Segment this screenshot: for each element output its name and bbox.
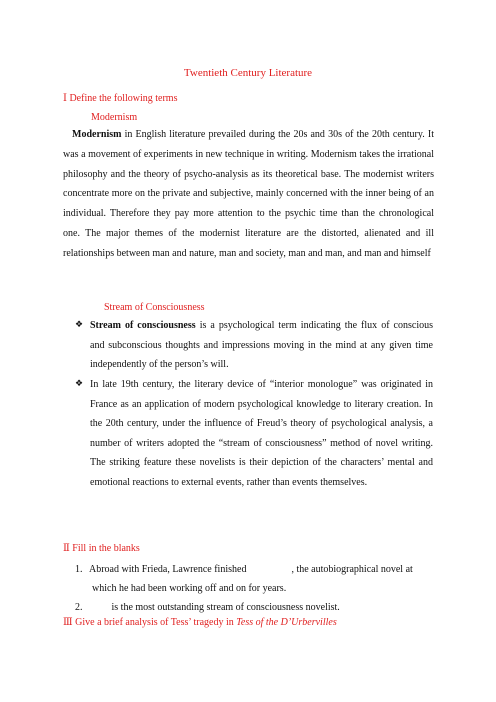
item-2-text: is the most outstanding stream of consciousness novelist. — [111, 602, 340, 613]
term-stream-heading: Stream of Consciousness — [104, 302, 205, 313]
novel-title: Tess of the D’Urbervilles — [236, 617, 337, 628]
diamond-bullet-icon: ❖ — [75, 320, 84, 330]
item-number: 2. — [75, 602, 83, 613]
fill-blank-item-1-cont: which he had been working off and on for years. — [92, 583, 287, 594]
fill-blank-item-2 — [75, 598, 435, 617]
stream-bullet-2 — [75, 375, 433, 493]
section-3-heading-text: Ⅲ Give a brief analysis of Tess’ tragedy in — [63, 617, 234, 628]
section-1-heading: Ⅰ Define the following terms — [63, 93, 178, 104]
section-2-heading: Ⅱ Fill in the blanks — [63, 543, 140, 554]
document-title: Twentieth Century Literature — [183, 67, 313, 79]
stream-bullet-1-text: is a psychological term indicating the flux of conscious and subconscious thoughts and impressions moving in the mind at any given time independently of the person’s will. — [90, 320, 433, 371]
stream-bullet-2-text: In late 19th century, the literary device of “interior monologue” was originated in France as an application of modern psychological knowledge to literary creation. In the 20th century, under the influence of Freud’s theory of psychological analysis, a number of writers adopted the “stream of consciousness” method of novel writing. The striking feature these novelists is their depiction of the characters’ mental and emotional reactions to external events, rather than events themselves. — [90, 379, 433, 488]
stream-bullet-1 — [75, 316, 433, 375]
modernism-bold-term: Modernism — [72, 129, 122, 140]
modernism-definition — [63, 125, 434, 264]
term-modernism-heading: Modernism — [91, 112, 138, 123]
item-1-text-a: Abroad with Frieda, Lawrence finished — [89, 564, 247, 575]
diamond-bullet-icon: ❖ — [75, 379, 84, 389]
item-1-text-b: , the autobiographical novel at — [291, 564, 413, 575]
item-number: 1. — [75, 564, 83, 575]
fill-blank-item-1 — [75, 560, 435, 579]
modernism-definition-text: in English literature prevailed during the 20s and 30s of the 20th century. It was a movement of experiments in new technique in writing. Modernism takes the irrational philosophy and the theory of psycho-analysis as its theoretical base. The modernist writers concentrate more on the private and subjective, mainly concerned with the inner being of an individual. Therefore they pay more attention to the psychic time than the chronological one. The major themes of the modernist literature are the distorted, alienated and ill relationships between man and nature, man and society, man and man, and man and himself — [63, 129, 434, 259]
stream-bold-term: Stream of consciousness — [90, 320, 196, 331]
section-3-heading — [63, 617, 337, 628]
